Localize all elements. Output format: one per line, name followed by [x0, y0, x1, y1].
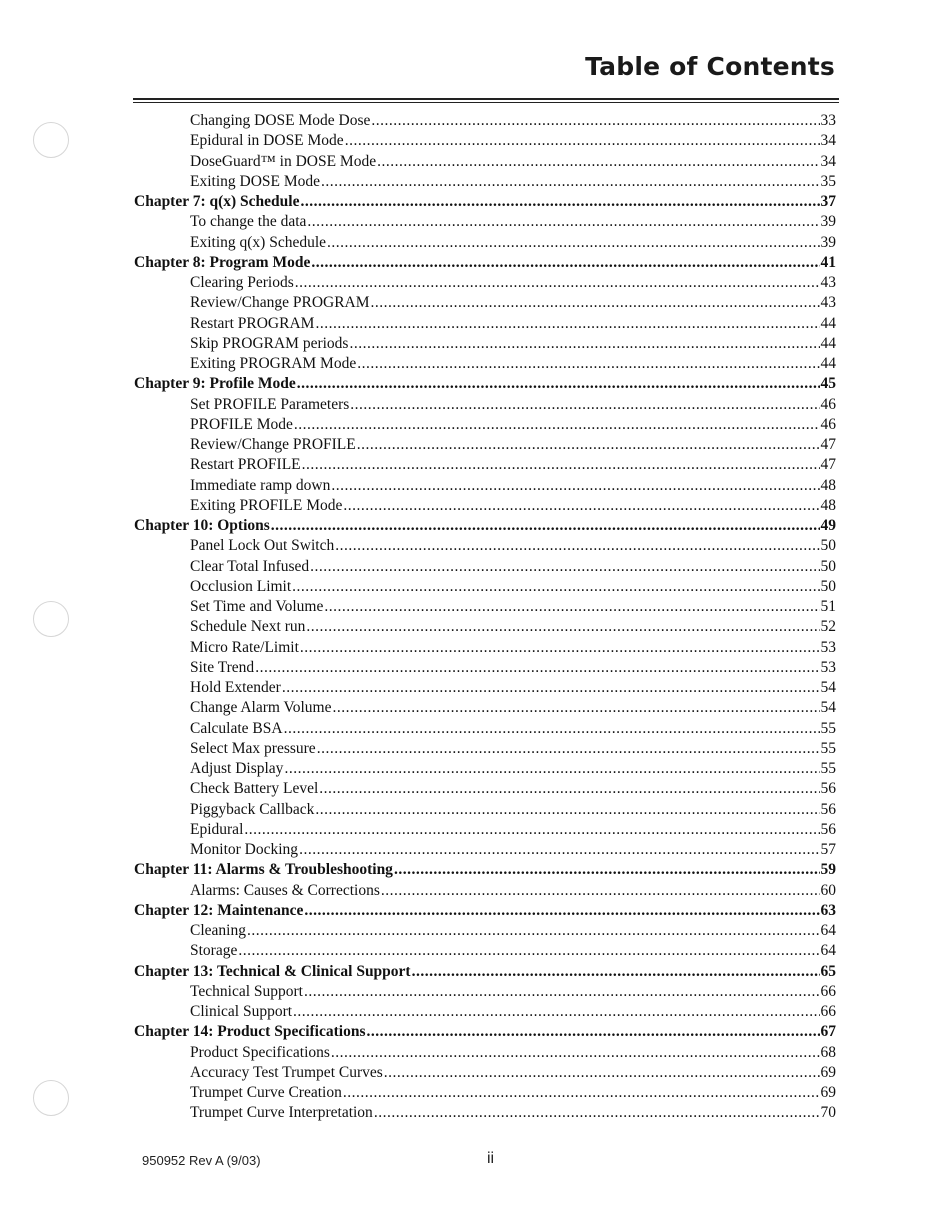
toc-entry-title: Restart PROGRAM: [190, 314, 315, 332]
toc-section-entry: [0, 111, 950, 131]
toc-section-entry: [0, 557, 950, 577]
toc-entry-title: Technical Support: [190, 982, 303, 1000]
toc-section-entry: [0, 1103, 950, 1123]
toc-entry-title: Chapter 7: q(x) Schedule: [134, 193, 300, 210]
toc-page-number: 63: [820, 901, 836, 919]
toc-page-number: 66: [820, 982, 836, 1000]
dot-leader: [294, 415, 820, 435]
toc-section-entry: [0, 314, 950, 334]
dot-leader: [349, 334, 819, 354]
dot-leader: [284, 719, 820, 739]
toc-page-number: 37: [820, 193, 836, 210]
toc-section-entry: [0, 779, 950, 799]
toc-page-number: 35: [820, 172, 836, 190]
dot-leader: [310, 557, 819, 577]
toc-page-number: 53: [820, 638, 836, 656]
toc-entry-title: Alarms: Causes & Corrections: [190, 881, 380, 899]
toc-page-number: 46: [820, 395, 836, 413]
toc-section-entry: [0, 172, 950, 192]
toc-page-number: 48: [820, 476, 836, 494]
toc-page-number: 64: [820, 922, 836, 939]
header-rule: [133, 98, 839, 100]
toc-entry-title: Storage: [190, 942, 238, 960]
dot-leader: [345, 131, 820, 151]
toc-entry-title: Chapter 11: Alarms & Troubleshooting: [134, 861, 393, 879]
toc-entry-title: Calculate BSA: [190, 719, 283, 737]
toc-section-entry: [0, 152, 950, 172]
toc-entry-title: Chapter 14: Product Specifications: [134, 1023, 366, 1041]
toc-section-entry: [0, 455, 950, 475]
toc-page-number: 55: [820, 739, 836, 757]
dot-leader: [271, 516, 820, 536]
toc-entry-title: Trumpet Curve Creation: [190, 1084, 342, 1101]
toc-page-number: 55: [820, 760, 836, 777]
toc-section-entry: [0, 921, 950, 941]
toc-section-entry: [0, 1043, 950, 1063]
toc-entry-title: Adjust Display: [190, 760, 284, 777]
toc-section-entry: [0, 739, 950, 759]
toc-page-number: 49: [820, 517, 836, 534]
toc-entry-title: Chapter 13: Technical & Clinical Support: [134, 962, 411, 980]
toc-page-number: 67: [820, 1023, 836, 1041]
toc-entry-title: Chapter 10: Options: [134, 517, 270, 534]
toc-entry-title: Set Time and Volume: [190, 598, 324, 615]
toc-section-entry: [0, 617, 950, 637]
toc-page-number: 52: [820, 618, 836, 636]
dot-leader: [367, 1022, 820, 1042]
toc-entry-title: Epidural in DOSE Mode: [190, 132, 344, 150]
dot-leader: [377, 152, 819, 172]
toc-entry-title: Immediate ramp down: [190, 476, 331, 494]
toc-section-entry: [0, 1083, 950, 1103]
dot-leader: [307, 212, 819, 232]
dot-leader: [357, 354, 819, 374]
toc-entry-title: Epidural: [190, 820, 244, 838]
dot-leader: [284, 759, 819, 779]
toc-page-number: 44: [820, 334, 836, 352]
page-number: ii: [487, 1150, 495, 1167]
dot-leader: [300, 192, 819, 212]
toc-entry-title: Exiting PROFILE Mode: [190, 496, 343, 514]
dot-leader: [238, 941, 819, 961]
toc-page-number: 44: [820, 314, 836, 332]
toc-section-entry: [0, 1063, 950, 1083]
toc-entry-title: Skip PROGRAM periods: [190, 334, 349, 352]
dot-leader: [357, 435, 820, 455]
toc-entry-title: Trumpet Curve Interpretation: [190, 1104, 373, 1122]
toc-entry-title: PROFILE Mode: [190, 415, 293, 433]
toc-section-entry: [0, 415, 950, 435]
toc-section-entry: [0, 1002, 950, 1022]
toc-entry-title: DoseGuard™ in DOSE Mode: [190, 152, 377, 170]
toc-page-number: 44: [820, 355, 836, 372]
dot-leader: [315, 314, 819, 334]
dot-leader: [333, 698, 820, 718]
toc-section-entry: [0, 982, 950, 1002]
toc-page-number: 70: [820, 1104, 836, 1122]
toc-entry-title: Change Alarm Volume: [190, 699, 332, 717]
toc-entry-title: Clearing Periods: [190, 274, 294, 291]
toc-entry-title: Restart PROFILE: [190, 456, 301, 474]
toc-entry-title: Exiting PROGRAM Mode: [190, 355, 357, 372]
toc-chapter-entry: [0, 860, 950, 880]
toc-page-number: 51: [820, 598, 836, 615]
toc-section-entry: [0, 759, 950, 779]
dot-leader: [315, 800, 819, 820]
dot-leader: [412, 962, 820, 982]
toc-page-number: 39: [820, 233, 836, 251]
toc-section-entry: [0, 941, 950, 961]
toc-entry-title: Chapter 8: Program Mode: [134, 253, 311, 271]
toc-chapter-entry: [0, 253, 950, 273]
toc-section-entry: [0, 820, 950, 840]
toc-section-entry: [0, 273, 950, 293]
dot-leader: [297, 374, 820, 394]
toc-entry-title: Occlusion Limit: [190, 577, 292, 595]
dot-leader: [335, 536, 819, 556]
dot-leader: [384, 1063, 820, 1083]
toc-chapter-entry: [0, 374, 950, 394]
dot-leader: [381, 881, 820, 901]
dot-leader: [304, 982, 820, 1002]
dot-leader: [371, 293, 820, 313]
toc-entry-title: Piggyback Callback: [190, 800, 315, 818]
toc-section-entry: [0, 638, 950, 658]
toc-page-number: 69: [820, 1063, 836, 1081]
toc-page-number: 53: [820, 658, 836, 676]
toc-page-number: 39: [820, 213, 836, 231]
toc-entry-title: Accuracy Test Trumpet Curves: [190, 1063, 383, 1081]
dot-leader: [293, 1002, 819, 1022]
toc-section-entry: [0, 212, 950, 232]
toc-entry-title: Panel Lock Out Switch: [190, 537, 335, 555]
toc-section-entry: [0, 719, 950, 739]
dot-leader: [244, 820, 819, 840]
dot-leader: [247, 921, 820, 941]
toc-section-entry: [0, 435, 950, 455]
toc-page-number: 68: [820, 1043, 836, 1061]
toc-page-number: 50: [820, 557, 836, 575]
toc-page-number: 54: [820, 699, 836, 717]
toc-section-entry: [0, 395, 950, 415]
page-title: Table of Contents: [585, 52, 835, 81]
dot-leader: [311, 253, 819, 273]
dot-leader: [331, 476, 819, 496]
toc-page-number: 56: [820, 820, 836, 838]
toc-page-number: 41: [820, 253, 836, 271]
toc-page-number: 45: [820, 375, 836, 393]
toc-page-number: 50: [820, 577, 836, 595]
toc-section-entry: [0, 840, 950, 860]
toc-section-entry: [0, 334, 950, 354]
toc-page-number: 64: [820, 942, 836, 960]
toc-entry-title: Review/Change PROGRAM: [190, 294, 370, 312]
toc-section-entry: [0, 131, 950, 151]
dot-leader: [299, 840, 819, 860]
dot-leader: [374, 1103, 820, 1123]
toc-section-entry: [0, 698, 950, 718]
toc-chapter-entry: [0, 901, 950, 921]
toc-entry-title: Cleaning: [190, 922, 246, 939]
toc-page-number: 54: [820, 679, 836, 696]
dot-leader: [300, 638, 820, 658]
dot-leader: [319, 779, 819, 799]
header-rule-thin: [133, 102, 839, 103]
toc-entry-title: Site Trend: [190, 658, 255, 676]
toc-page-number: 50: [820, 537, 836, 555]
dot-leader: [350, 395, 819, 415]
toc-page-number: 57: [820, 841, 836, 858]
dot-leader: [327, 233, 819, 253]
toc-section-entry: [0, 293, 950, 313]
dot-leader: [317, 739, 820, 759]
dot-leader: [343, 1083, 820, 1103]
toc-entry-title: Exiting q(x) Schedule: [190, 233, 327, 251]
toc-section-entry: [0, 658, 950, 678]
toc-section-entry: [0, 233, 950, 253]
dot-leader: [304, 901, 819, 921]
toc-page-number: 55: [820, 719, 836, 737]
toc-entry-title: Chapter 12: Maintenance: [134, 901, 304, 919]
toc-entry-title: Micro Rate/Limit: [190, 638, 299, 656]
toc-page-number: 34: [820, 132, 836, 150]
toc-entry-title: Schedule Next run: [190, 618, 306, 636]
toc-entry-title: Hold Extender: [190, 679, 281, 696]
toc-chapter-entry: [0, 516, 950, 536]
toc-entry-title: Changing DOSE Mode Dose: [190, 112, 371, 129]
toc-entry-title: Set PROFILE Parameters: [190, 395, 350, 413]
dot-leader: [306, 617, 819, 637]
toc-entry-title: To change the data: [190, 213, 307, 231]
toc-page-number: 60: [820, 881, 836, 899]
dot-leader: [302, 455, 820, 475]
toc-page-number: 43: [820, 274, 836, 291]
toc-page-number: 66: [820, 1003, 836, 1020]
toc-page-number: 34: [820, 152, 836, 170]
toc-section-entry: [0, 536, 950, 556]
dot-leader: [343, 496, 819, 516]
toc-page-number: 56: [820, 800, 836, 818]
toc-page-number: 46: [820, 415, 836, 433]
toc-page-number: 59: [820, 861, 836, 879]
toc-section-entry: [0, 597, 950, 617]
dot-leader: [331, 1043, 820, 1063]
toc-page-number: 69: [820, 1084, 836, 1101]
dot-leader: [295, 273, 820, 293]
toc-section-entry: [0, 678, 950, 698]
toc-entry-title: Monitor Docking: [190, 841, 299, 858]
dot-leader: [282, 678, 820, 698]
toc-chapter-entry: [0, 192, 950, 212]
toc-entry-title: Clinical Support: [190, 1003, 293, 1020]
toc-page-number: 48: [820, 496, 836, 514]
dot-leader: [371, 111, 819, 131]
document-code: 950952 Rev A (9/03): [142, 1153, 261, 1168]
dot-leader: [255, 658, 819, 678]
toc-section-entry: [0, 577, 950, 597]
toc-page-number: 56: [820, 780, 836, 798]
dot-leader: [394, 860, 820, 880]
table-of-contents: [0, 111, 950, 1124]
dot-leader: [292, 577, 819, 597]
toc-page-number: 33: [820, 112, 836, 129]
toc-entry-title: Exiting DOSE Mode: [190, 172, 321, 190]
toc-chapter-entry: [0, 962, 950, 982]
toc-entry-title: Clear Total Infused: [190, 557, 310, 575]
toc-page-number: 47: [820, 456, 836, 474]
toc-section-entry: [0, 800, 950, 820]
toc-section-entry: [0, 476, 950, 496]
toc-entry-title: Select Max pressure: [190, 739, 316, 757]
toc-page-number: 43: [820, 294, 836, 312]
dot-leader: [324, 597, 819, 617]
toc-entry-title: Chapter 9: Profile Mode: [134, 375, 296, 393]
toc-entry-title: Product Specifications: [190, 1043, 330, 1061]
toc-section-entry: [0, 881, 950, 901]
toc-entry-title: Check Battery Level: [190, 780, 319, 798]
toc-entry-title: Review/Change PROFILE: [190, 436, 356, 453]
toc-chapter-entry: [0, 1022, 950, 1042]
dot-leader: [321, 172, 819, 192]
toc-page-number: 65: [820, 962, 836, 980]
toc-page-number: 47: [820, 436, 836, 453]
toc-section-entry: [0, 354, 950, 374]
toc-section-entry: [0, 496, 950, 516]
